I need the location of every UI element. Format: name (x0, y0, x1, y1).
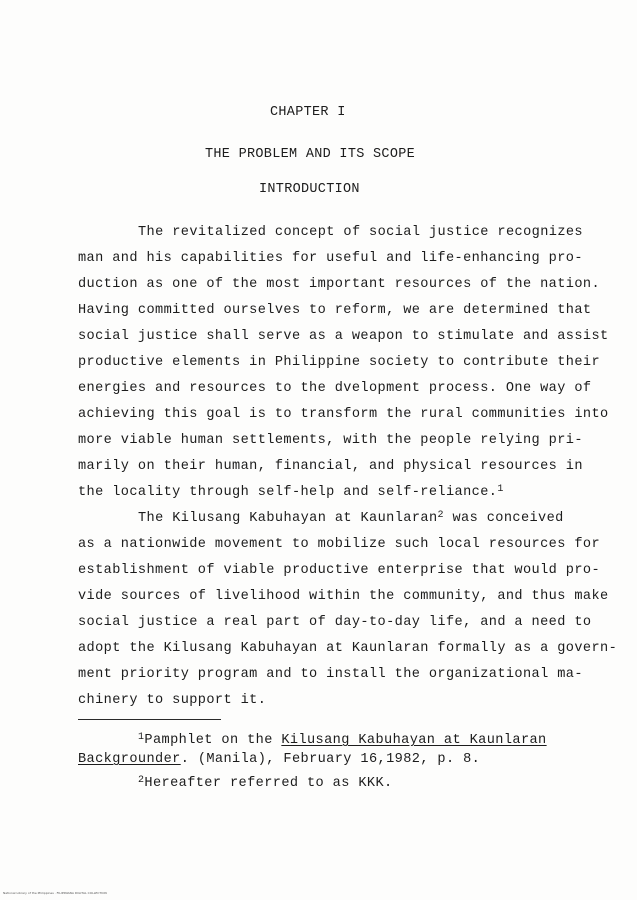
footnote-number: 1 (138, 732, 145, 743)
paragraph-line: man and his capabilities for useful and life-enhancing pro- (78, 251, 583, 266)
paragraph-line: vide sources of livelihood within the community, and thus make (78, 589, 609, 604)
paragraph-line: as a nationwide movement to mobilize such local resources for (78, 537, 601, 552)
paragraph-line: social justice shall serve as a weapon to stimulate and assist (78, 329, 609, 344)
paragraph-text: was conceived (443, 511, 564, 526)
paragraph-line: ment priority program and to install the organizational ma- (78, 667, 583, 682)
footnote-text: . (Manila), February 16,1982, p. 8. (180, 752, 481, 767)
section-heading: INTRODUCTION (259, 182, 360, 197)
paragraph-text: the locality through self-help and self-reliance. (78, 485, 498, 500)
paragraph-line: productive elements in Philippine society to contribute their (78, 355, 601, 370)
footnote-1 (138, 733, 547, 748)
paragraph-line: social justice a real part of day-to-day life, and a need to (78, 615, 592, 630)
footnote-number: 2 (138, 775, 145, 786)
paragraph-line (78, 485, 504, 500)
paragraph-line: Having committed ourselves to reform, we are determined that (78, 303, 592, 318)
footnote-title: Backgrounder (78, 752, 181, 767)
paragraph-line: duction as one of the most important resources of the nation. (78, 277, 601, 292)
footnote-text: Pamphlet on the (144, 733, 282, 748)
paragraph-line: energies and resources to the dvelopment process. One way of (78, 381, 592, 396)
paragraph-line: adopt the Kilusang Kabuhayan at Kaunlaran formally as a govern- (78, 641, 618, 656)
archive-imprint: National Library of the Philippines · FILIPINIANA DIGITAL COLLECTION (3, 891, 107, 895)
paragraph-line: marily on their human, financial, and physical resources in (78, 459, 583, 474)
footnote-title: Kilusang Kabuhayan at Kaunlaran (281, 733, 547, 748)
footnote-1-continued (78, 752, 480, 767)
chapter-heading: CHAPTER I (270, 105, 346, 120)
paragraph-line: chinery to support it. (78, 693, 267, 708)
chapter-title: THE PROBLEM AND ITS SCOPE (205, 147, 416, 162)
paragraph-line: more viable human settlements, with the people relying pri- (78, 433, 583, 448)
paragraph-line (138, 511, 564, 526)
paragraph-line: establishment of viable productive enterprise that would pro- (78, 563, 601, 578)
footnote-2 (138, 776, 393, 791)
footnote-reference: 2 (437, 510, 444, 521)
paragraph-text: The Kilusang Kabuhayan at Kaunlaran (138, 511, 438, 526)
paragraph-line: achieving this goal is to transform the rural communities into (78, 407, 609, 422)
footnote-separator (78, 719, 221, 720)
footnote-reference: 1 (497, 484, 504, 495)
footnote-text: Hereafter referred to as KKK. (144, 776, 393, 791)
paragraph-line: The revitalized concept of social justice recognizes (138, 225, 583, 240)
